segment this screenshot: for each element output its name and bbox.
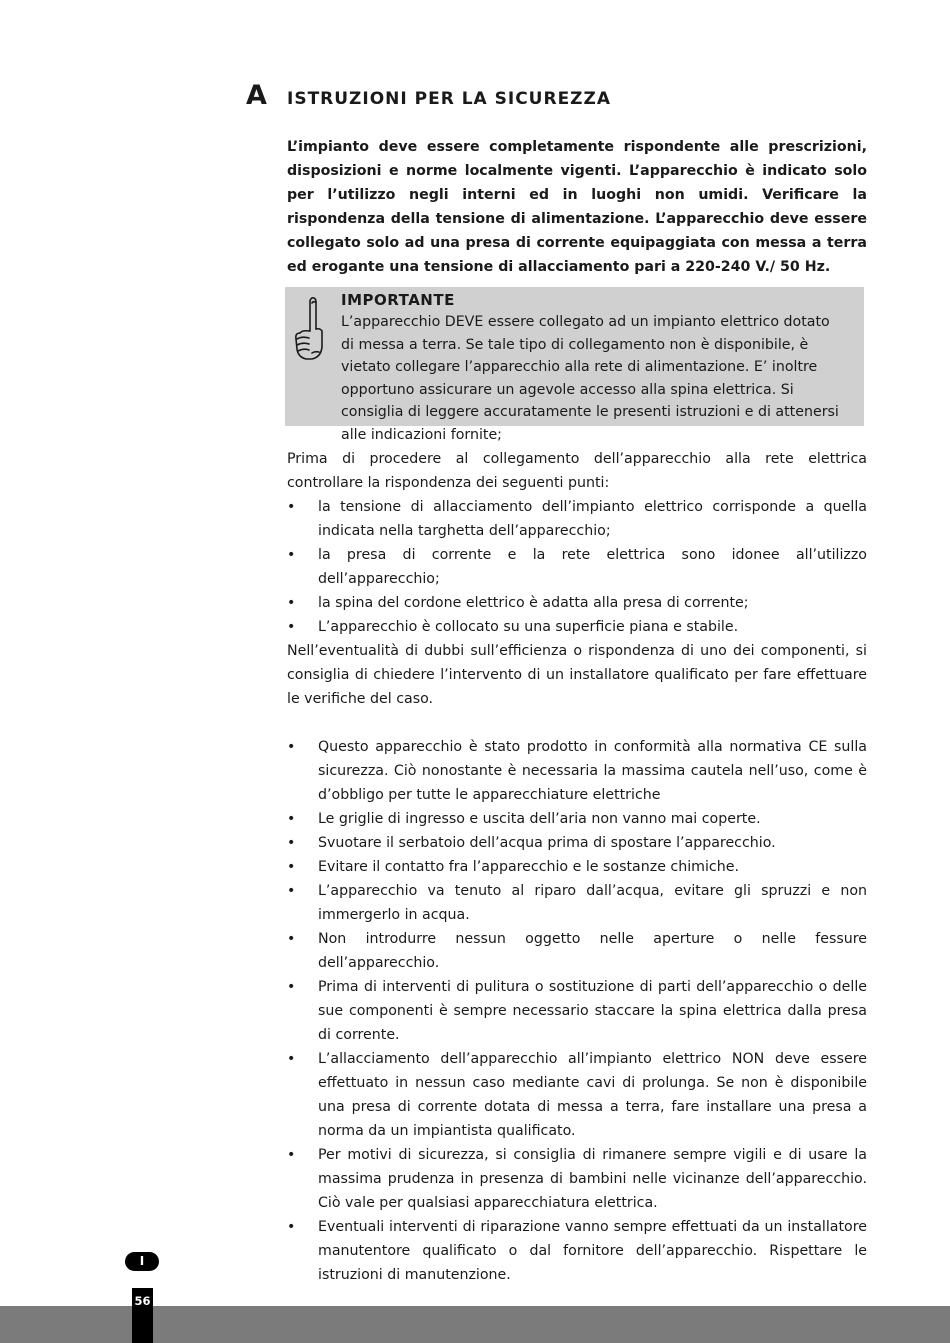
checks-list (287, 495, 867, 639)
pointing-hand-icon (292, 295, 326, 361)
list-item: • Non introdurre nessun oggetto nelle aperture o nelle fessure dell’apparecchio. (287, 927, 867, 975)
rules-list (287, 735, 867, 1287)
doubts-paragraph: Nell’eventualità di dubbi sull’efficienza o rispondenza di uno dei componenti, si consiglia di chiedere l’intervento di un installatore qualificato per fare effettuare le verifiche del caso. (287, 643, 867, 707)
list-item: • la presa di corrente e la rete elettrica sono idonee all’utilizzo dell’apparecchio; (287, 543, 867, 591)
list-item: • Prima di interventi di pulitura o sostituzione di parti dell’apparecchio o delle sue componenti è sempre necessario staccare la spina elettrica dalla presa di corrente. (287, 975, 867, 1047)
checks-intro: Prima di procedere al collegamento dell’apparecchio alla rete elettrica controllare la rispondenza dei seguenti punti: (287, 451, 867, 491)
list-item: • Svuotare il serbatoio dell’acqua prima di spostare l’apparecchio. (287, 831, 867, 855)
list-item: • Questo apparecchio è stato prodotto in conformità alla normativa CE sulla sicurezza. Ciò nonostante è necessaria la massima cautela nell’uso, come è d’obbligo per tutte le apparecchiature elettriche (287, 735, 867, 807)
list-item: • L’apparecchio è collocato su una superficie piana e stabile. (287, 615, 867, 639)
list-item: • L’apparecchio va tenuto al riparo dall’acqua, evitare gli spruzzi e non immergerlo in acqua. (287, 879, 867, 927)
list-item: • Evitare il contatto fra l’apparecchio e le sostanze chimiche. (287, 855, 867, 879)
section-letter: A (246, 80, 267, 111)
language-badge: I (125, 1252, 159, 1271)
list-item: • la tensione di allacciamento dell’impianto elettrico corrisponde a quella indicata nella targhetta dell’apparecchio; (287, 495, 867, 543)
list-item: • Le griglie di ingresso e uscita dell’aria non vanno mai coperte. (287, 807, 867, 831)
note-text: L’apparecchio DEVE essere collegato ad un impianto elettrico dotato di messa a terra. Se tale tipo di collegamento non è disponibile, è vietato collegare l’apparecchio alla rete di alimentazione. E’ inoltre opportuno assicurare un agevole accesso alla spina elettrica. Si consiglia di leggere accuratamente le presenti istruzioni e di attenersi alle indicazioni fornite; (341, 314, 839, 443)
list-item: • Eventuali interventi di riparazione vanno sempre effettuati da un installatore manutentore qualificato o dal fornitore dell’apparecchio. Rispettare le istruzioni di manutenzione. (287, 1215, 867, 1287)
section-title: ISTRUZIONI PER LA SICUREZZA (287, 89, 611, 109)
important-note-box (285, 287, 864, 443)
list-item: • Per motivi di sicurezza, si consiglia di rimanere sempre vigili e di usare la massima prudenza in presenza di bambini nelle vicinanze dell’apparecchio. Ciò vale per qualsiasi apparecchiatura elettrica. (287, 1143, 867, 1215)
intro-paragraph: L’impianto deve essere completamente rispondente alle prescrizioni, disposizioni e norme localmente vigenti. L’apparecchio è indicato solo per l’utilizzo negli interni ed in luoghi non umidi. Verificare la rispondenza della tensione di alimentazione. L’apparecchio deve essere collegato solo ad una presa di corrente equipaggiata con messa a terra ed erogante una tensione di allacciamento pari a 220-240 V./ 50 Hz. (287, 139, 867, 275)
list-item: • L’allacciamento dell’apparecchio all’impianto elettrico NON deve essere effettuato in nessun caso mediante cavi di prolunga. Se non è disponibile una presa di corrente dotata di messa a terra, fare installare una presa a norma da un impiantista qualificato. (287, 1047, 867, 1143)
note-title: IMPORTANTE (341, 291, 455, 309)
list-item: • la spina del cordone elettrico è adatta alla presa di corrente; (287, 591, 867, 615)
page-number: 56 (132, 1288, 153, 1343)
